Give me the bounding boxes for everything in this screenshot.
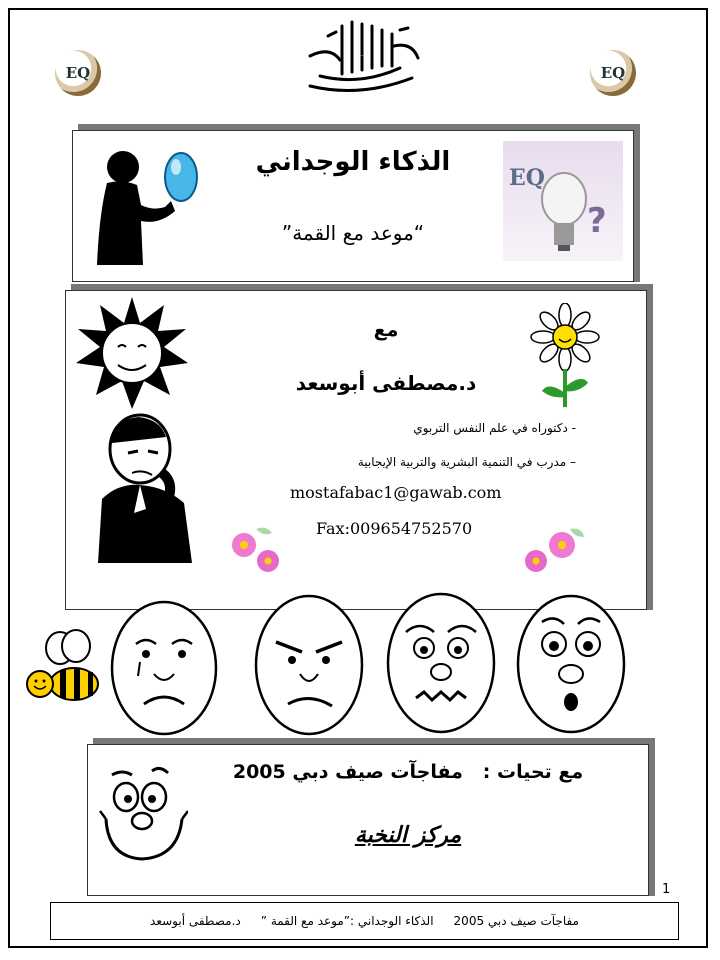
subtitle: “موعد مع القمة” xyxy=(281,221,425,245)
title-box xyxy=(72,130,634,282)
page-number: 1 xyxy=(662,882,671,897)
with-label: مع xyxy=(373,319,399,341)
pink-flowers-left-icon xyxy=(226,525,286,579)
basmala-calligraphy xyxy=(290,16,430,98)
scared-face-icon xyxy=(386,592,496,734)
sad-face-icon xyxy=(110,600,218,736)
credential-1: - دكتوراه في علم النفس التربوي xyxy=(413,421,576,435)
eq-badge-right: EQ xyxy=(590,50,636,96)
footer xyxy=(50,902,679,940)
eq-badge-left: EQ xyxy=(55,50,101,96)
fax-number: Fax:009654752570 xyxy=(316,519,473,538)
credential-2: – مدرب في التنمية البشرية والتربية الإيجابية xyxy=(357,455,576,469)
angry-face-icon xyxy=(254,594,364,736)
surprised-face-icon xyxy=(516,594,626,734)
footer-part-3: د.مصطفى أبوسعد xyxy=(150,914,241,928)
presenter-box xyxy=(65,290,647,610)
elite-center-name: مركز النخبة xyxy=(354,823,462,848)
thinking-man-icon xyxy=(88,413,208,573)
grinning-face-icon xyxy=(98,759,188,867)
footer-part-2: الذكاء الوجداني :”موعد مع القمة ” xyxy=(260,914,434,928)
footer-part-1: مفاجآت صيف دبي 2005 xyxy=(453,914,579,928)
email-address: mostafabac1@gawab.com xyxy=(290,483,502,502)
svg-text:بسم الله الرحمن الرحيم: بسم الله الرحمن الرحيم xyxy=(354,56,366,57)
sun-face-icon xyxy=(74,295,190,411)
sponsor-box xyxy=(87,744,649,896)
smiling-bee-icon xyxy=(24,628,104,708)
sponsor-line: مع تحيات : مفاجآت صيف دبي 2005 xyxy=(232,761,584,783)
smiling-flower-icon xyxy=(530,303,600,407)
pink-flowers-right-icon xyxy=(516,525,586,579)
eq-lightbulb-image: EQ ? xyxy=(503,141,623,261)
main-title: الذكاء الوجداني xyxy=(255,147,451,177)
thinker-silhouette-icon xyxy=(93,145,203,265)
presenter-name: د.مصطفى أبوسعد xyxy=(295,371,477,395)
